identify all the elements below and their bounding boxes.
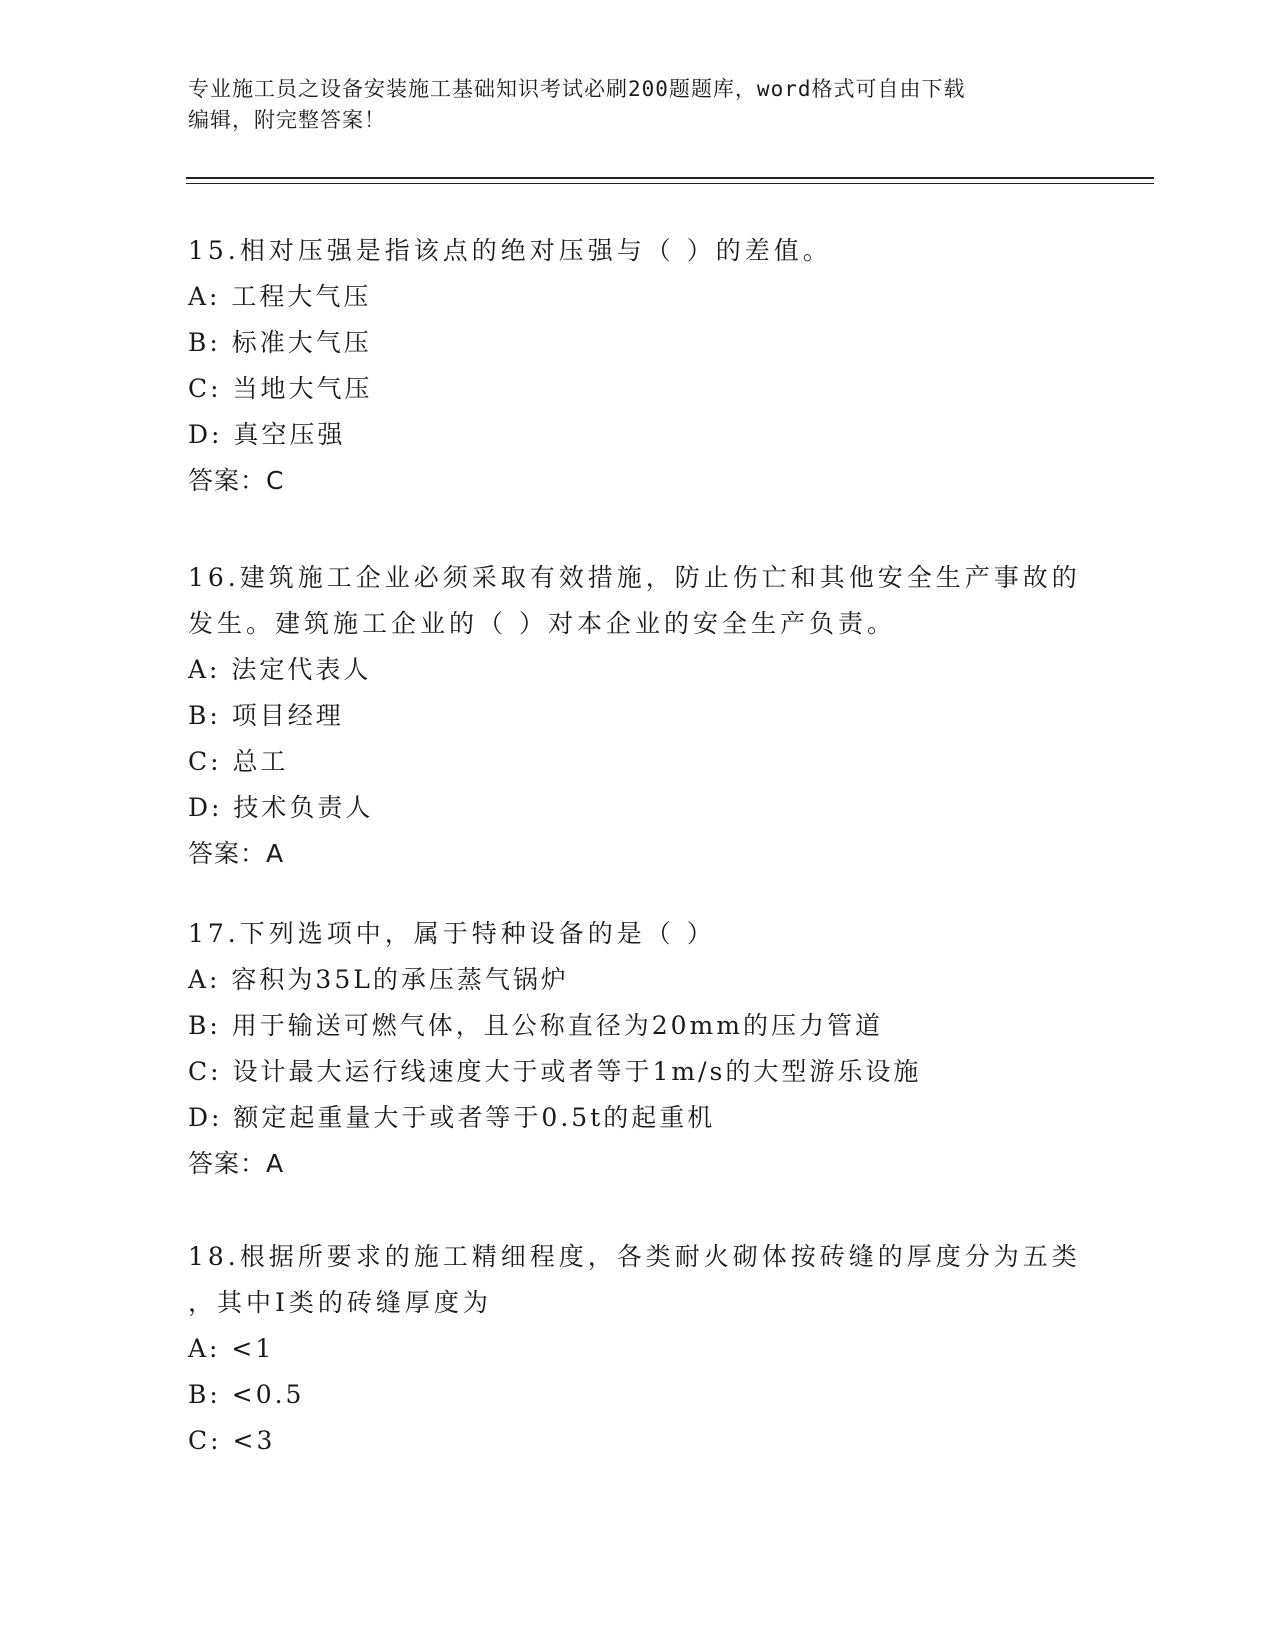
question-stem-line-2: ，其中Ⅰ类的砖缝厚度为 bbox=[188, 1288, 492, 1317]
option-b: B: 项目经理 bbox=[188, 701, 344, 730]
option-a: A: 容积为35L的承压蒸气锅炉 bbox=[188, 965, 569, 994]
option-a: A: 工程大气压 bbox=[188, 282, 372, 311]
option-b: B: 用于输送可燃气体，且公称直径为20mm的压力管道 bbox=[188, 1011, 883, 1040]
option-d: D: 额定起重量大于或者等于0.5t的起重机 bbox=[188, 1103, 716, 1132]
document-header bbox=[188, 74, 1068, 136]
answer: 答案：A bbox=[188, 1149, 285, 1178]
question-stem: 15.相对压强是指该点的绝对压强与（ ）的差值。 bbox=[188, 236, 832, 265]
question-17 bbox=[188, 911, 1088, 1187]
question-18 bbox=[188, 1234, 1088, 1464]
answer: 答案：A bbox=[188, 839, 285, 868]
answer: 答案：C bbox=[188, 466, 285, 495]
header-rule-thick bbox=[186, 177, 1154, 179]
question-stem-line-2: 发生。建筑施工企业的（ ）对本企业的安全生产负责。 bbox=[188, 609, 896, 638]
question-stem-line-1: 18.根据所要求的施工精细程度，各类耐火砌体按砖缝的厚度分为五类 bbox=[188, 1242, 1081, 1271]
header-line-1: 专业施工员之设备安装施工基础知识考试必刷200题题库，word格式可自由下载 bbox=[188, 77, 966, 101]
option-b: B: 标准大气压 bbox=[188, 328, 372, 357]
option-b: B: <0.5 bbox=[188, 1380, 305, 1409]
question-stem: 17.下列选项中，属于特种设备的是（ ） bbox=[188, 919, 716, 948]
question-15 bbox=[188, 228, 1088, 504]
option-c: C: <3 bbox=[188, 1426, 276, 1455]
question-16 bbox=[188, 555, 1088, 877]
option-d: D: 技术负责人 bbox=[188, 793, 374, 822]
header-line-2: 编辑，附完整答案！ bbox=[188, 108, 386, 132]
option-c: C: 当地大气压 bbox=[188, 374, 373, 403]
question-stem-line-1: 16.建筑施工企业必须采取有效措施，防止伤亡和其他安全生产事故的 bbox=[188, 563, 1081, 592]
option-a: A: 法定代表人 bbox=[188, 655, 372, 684]
option-d: D: 真空压强 bbox=[188, 420, 346, 449]
option-a: A: <1 bbox=[188, 1334, 275, 1363]
option-c: C: 总工 bbox=[188, 747, 289, 776]
header-rule-thin bbox=[186, 183, 1154, 184]
option-c: C: 设计最大运行线速度大于或者等于1m/s的大型游乐设施 bbox=[188, 1057, 922, 1086]
